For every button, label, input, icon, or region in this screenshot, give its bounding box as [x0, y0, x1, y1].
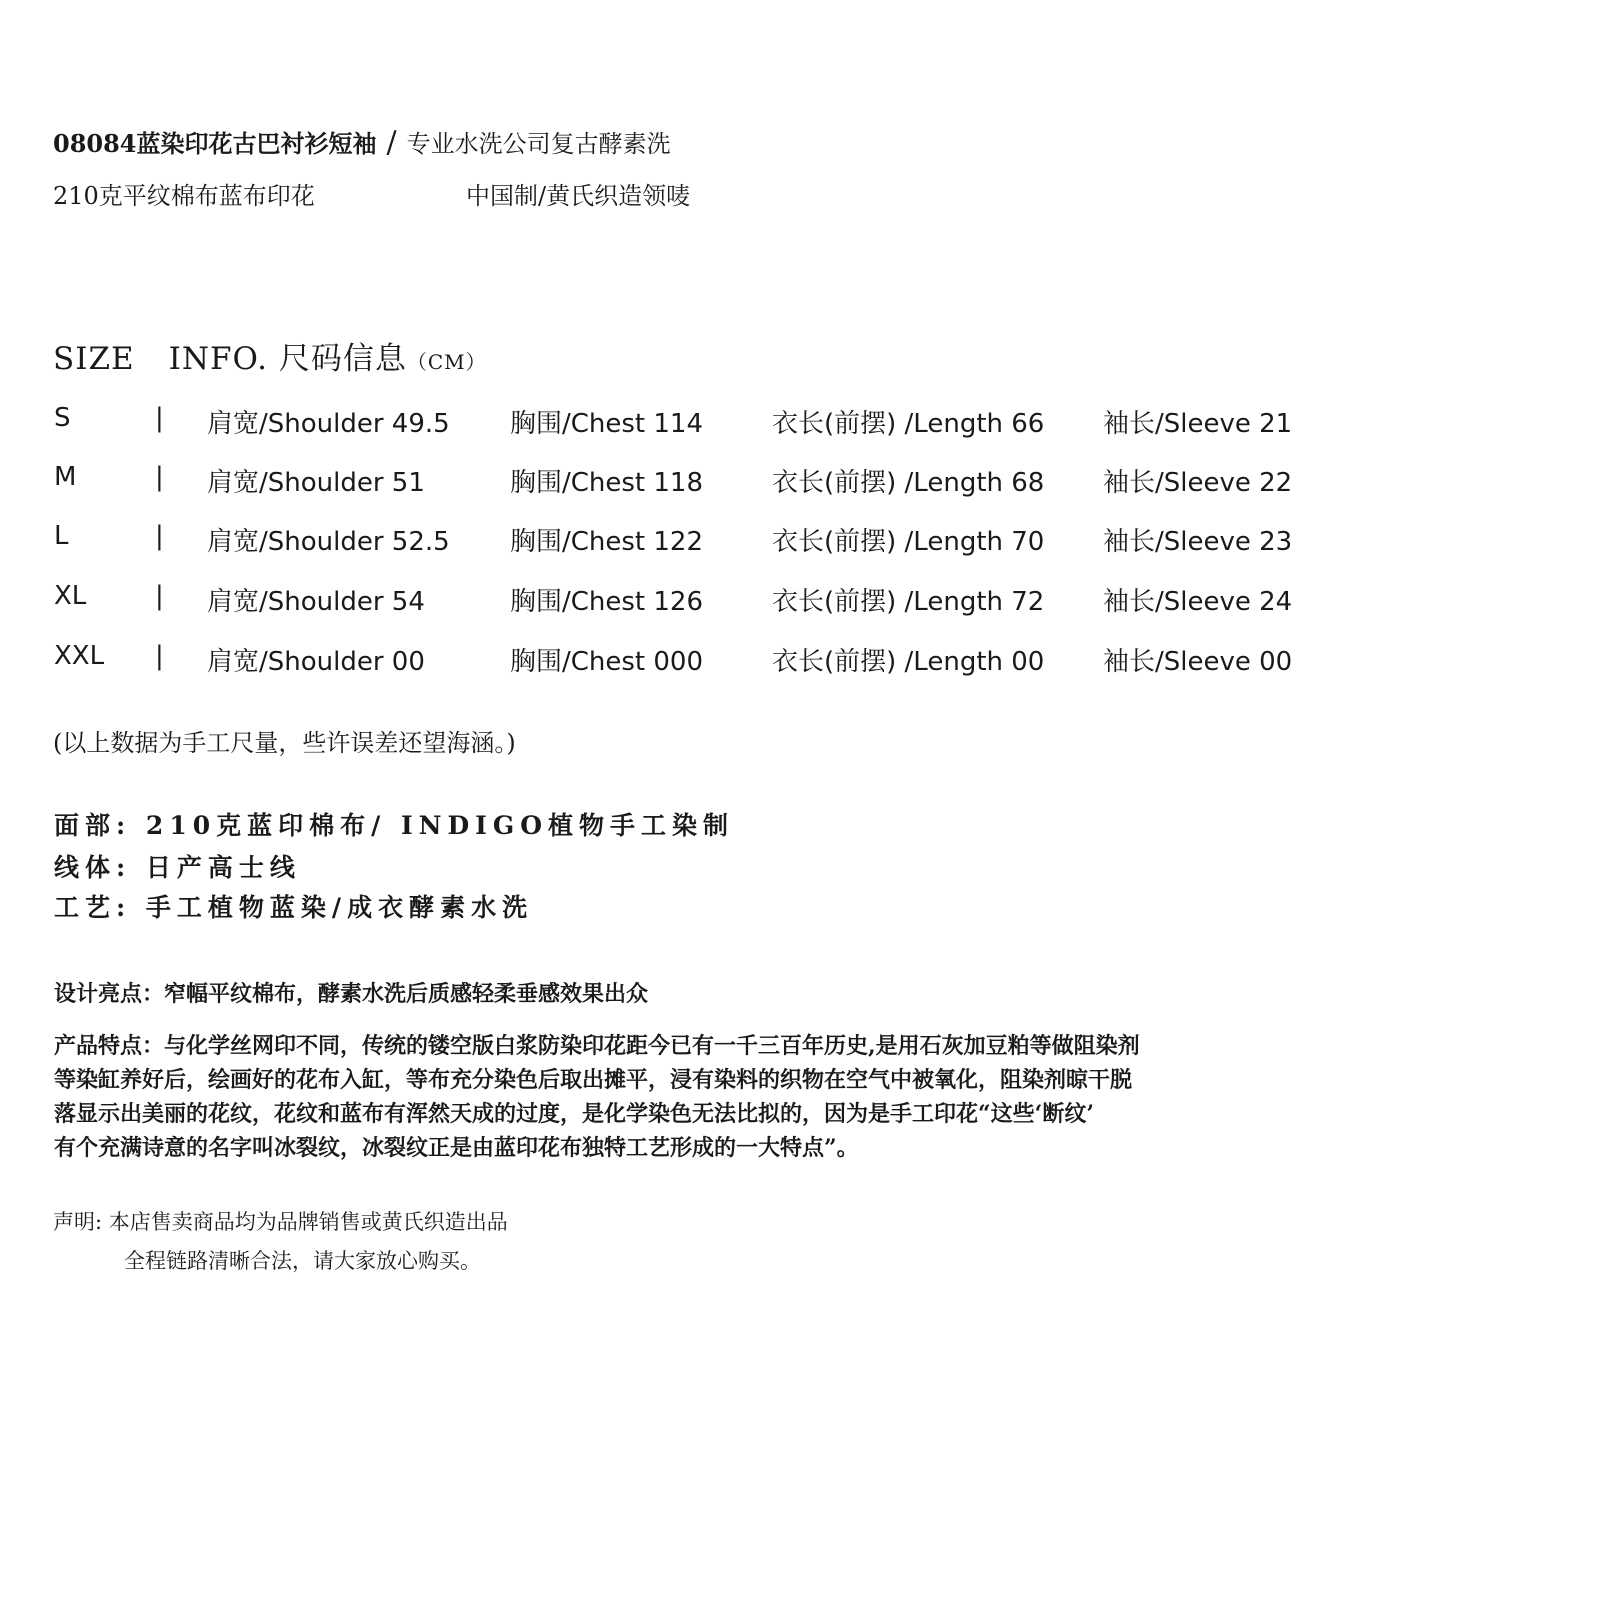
- row-divider: |: [155, 581, 164, 611]
- sleeve-value: 袖长/Sleeve 22: [1103, 468, 1293, 498]
- sleeve-value: 袖长/Sleeve 23: [1103, 527, 1293, 557]
- size-row-xxl: [0, 641, 1600, 681]
- shoulder-value: 肩宽/Shoulder 49.5: [207, 409, 450, 439]
- size-row-l: [0, 521, 1600, 561]
- size-heading-cn: 尺码信息: [278, 341, 407, 377]
- chest-value: 胸围/Chest 118: [510, 468, 704, 498]
- fabric-spec: 210克平纹棉布蓝布印花: [53, 182, 315, 210]
- design-highlight: 设计亮点：窄幅平纹棉布，酵素水洗后质感轻柔垂感效果出众: [54, 981, 649, 1007]
- statement-line-1: 声明: 本店售卖商品均为品牌销售或黄氏织造出品: [53, 1210, 508, 1234]
- material-fabric: 面部: 210克蓝印棉布/ INDIGO植物手工染制: [54, 811, 735, 840]
- length-value: 衣长(前摆) /Length 66: [772, 409, 1045, 439]
- shoulder-value: 肩宽/Shoulder 54: [207, 587, 425, 617]
- size-label: L: [54, 521, 69, 551]
- shoulder-value: 肩宽/Shoulder 52.5: [207, 527, 450, 557]
- size-row-s: [0, 403, 1600, 443]
- sleeve-value: 袖长/Sleeve 24: [1103, 587, 1293, 617]
- chest-value: 胸围/Chest 000: [510, 647, 704, 677]
- feature-line: 落显示出美丽的花纹，花纹和蓝布有浑然天成的过度，是化学染色无法比拟的，因为是手工印花“这些‘断纹’: [54, 1101, 1094, 1127]
- chest-value: 胸围/Chest 126: [510, 587, 704, 617]
- statement-line-2: 全程链路清晰合法，请大家放心购买。: [124, 1249, 481, 1273]
- size-label: XXL: [54, 641, 105, 671]
- product-subtitle: 专业水洗公司复古酵素洗: [406, 130, 671, 158]
- row-divider: |: [155, 641, 164, 671]
- product-features: [54, 1029, 1354, 1165]
- product-title-row: [53, 124, 671, 160]
- feature-line: 有个充满诗意的名字叫冰裂纹，冰裂纹正是由蓝印花布独特工艺形成的一大特点”。: [54, 1135, 859, 1161]
- sleeve-value: 袖长/Sleeve 21: [1103, 409, 1293, 439]
- shoulder-value: 肩宽/Shoulder 51: [207, 468, 425, 498]
- length-value: 衣长(前摆) /Length 00: [772, 647, 1045, 677]
- size-row-m: [0, 462, 1600, 502]
- row-divider: |: [155, 521, 164, 551]
- product-title: 08084蓝染印花古巴衬衫短袖: [53, 129, 377, 158]
- length-value: 衣长(前摆) /Length 70: [772, 527, 1045, 557]
- row-divider: |: [155, 403, 164, 433]
- material-thread: 线体: 日产高士线: [54, 853, 301, 882]
- material-craft: 工艺: 手工植物蓝染/成衣酵素水洗: [54, 893, 534, 922]
- size-heading-unit: （CM）: [406, 350, 487, 374]
- shoulder-value: 肩宽/Shoulder 00: [207, 647, 425, 677]
- size-label: S: [54, 403, 71, 433]
- chest-value: 胸围/Chest 114: [510, 409, 704, 439]
- size-heading-en-2: INFO.: [168, 341, 268, 377]
- measurement-note: (以上数据为手工尺量，些许误差还望海涵。): [53, 729, 516, 757]
- size-label: M: [54, 462, 77, 492]
- length-value: 衣长(前摆) /Length 68: [772, 468, 1045, 498]
- size-label: XL: [54, 581, 87, 611]
- feature-line: 产品特点：与化学丝网印不同，传统的镂空版白浆防染印花距今已有一千三百年历史,是用石灰加豆粕等做阻染剂: [54, 1033, 1140, 1059]
- feature-line: 等染缸养好后，绘画好的花布入缸，等布充分染色后取出摊平，浸有染料的织物在空气中被氧化，阻染剂晾干脱: [54, 1067, 1133, 1093]
- origin-label: 中国制/黄氏织造领唛: [466, 182, 691, 210]
- chest-value: 胸围/Chest 122: [510, 527, 704, 557]
- size-info-heading: [53, 333, 487, 378]
- row-divider: |: [155, 462, 164, 492]
- sleeve-value: 袖长/Sleeve 00: [1103, 647, 1293, 677]
- size-row-xl: [0, 581, 1600, 621]
- length-value: 衣长(前摆) /Length 72: [772, 587, 1045, 617]
- title-separator: /: [386, 125, 397, 160]
- size-heading-en-1: SIZE: [53, 341, 135, 377]
